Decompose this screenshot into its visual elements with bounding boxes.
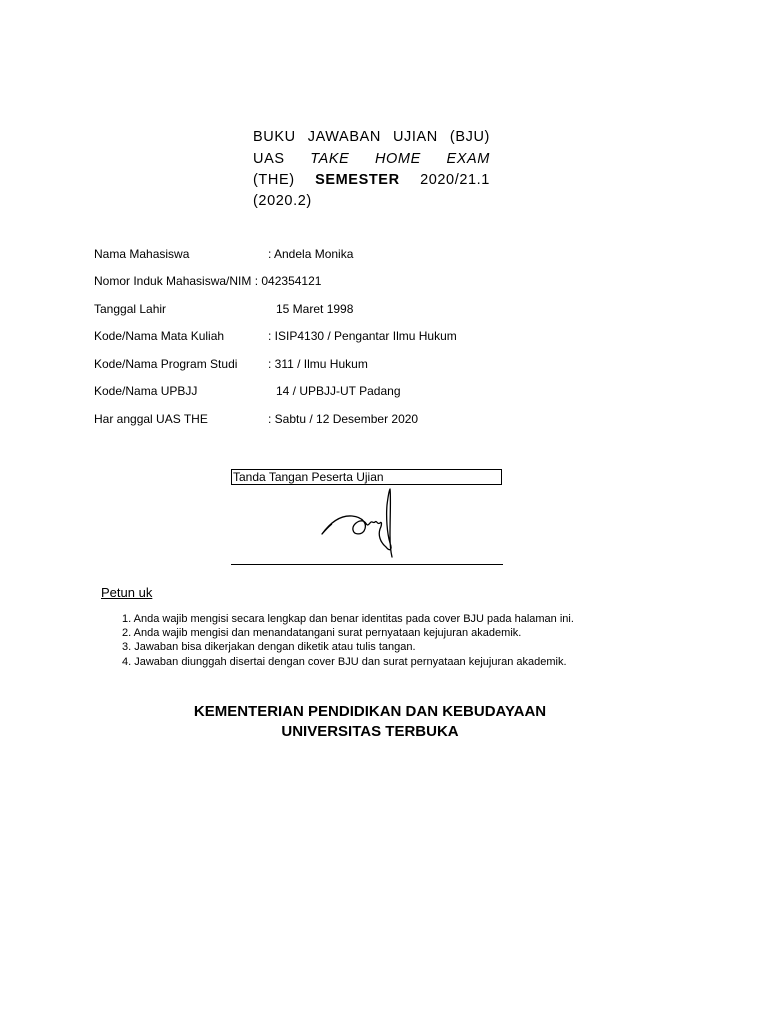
field-value-mata-kuliah: : ISIP4130 / Pengantar Ilmu Hukum	[268, 329, 457, 343]
title-line-2	[253, 151, 490, 167]
instruction-item: 4. Jawaban diunggah disertai dengan cover BJU dan surat pernyataan kejujuran akademik.	[122, 656, 567, 668]
field-value-nama: : Andela Monika	[268, 247, 354, 261]
ministry-name: KEMENTERIAN PENDIDIKAN DAN KEBUDAYAAN	[193, 703, 547, 720]
signature-line	[231, 564, 503, 565]
title-word: (THE)	[253, 172, 295, 188]
title-word: BUKU	[253, 129, 296, 145]
university-name: UNIVERSITAS TERBUKA	[281, 723, 459, 740]
title-word: UJIAN	[392, 129, 438, 145]
title-word-italic: TAKE	[310, 151, 350, 167]
instruction-item: 1. Anda wajib mengisi secara lengkap dan benar identitas pada cover BJU pada halaman ini.	[122, 613, 574, 625]
field-value-upbjj: 14 / UPBJJ-UT Padang	[276, 384, 401, 398]
field-label-nim: Nomor Induk Mahasiswa/NIM : 042354121	[94, 274, 322, 288]
title-word-italic: EXAM	[446, 151, 490, 167]
title-line-3	[253, 172, 490, 188]
field-value-tanggal-lahir: 15 Maret 1998	[276, 302, 354, 316]
signature-image	[316, 487, 416, 559]
title-line-4	[253, 193, 490, 209]
instruction-item: 3. Jawaban bisa dikerjakan dengan diketik atau tulis tangan.	[122, 641, 416, 653]
instructions-heading: Petun uk	[101, 585, 153, 600]
field-label-program-studi: Kode/Nama Program Studi	[94, 357, 238, 371]
field-label-nama: Nama Mahasiswa	[94, 247, 190, 261]
title-word: JAWABAN	[307, 129, 381, 145]
field-label-mata-kuliah: Kode/Nama Mata Kuliah	[94, 329, 225, 343]
field-label-tanggal-lahir: Tanggal Lahir	[94, 302, 167, 316]
field-value-program-studi: : 311 / Ilmu Hukum	[268, 357, 368, 371]
title-word-bold: SEMESTER	[315, 172, 400, 188]
signature-box-label: Tanda Tangan Peserta Ujian	[231, 469, 502, 485]
title-word: 2020/21.1	[420, 172, 490, 188]
title-word: (BJU)	[449, 129, 490, 145]
field-label-tanggal-uas: Har anggal UAS THE	[94, 412, 208, 426]
field-label-upbjj: Kode/Nama UPBJJ	[94, 384, 198, 398]
field-value-tanggal-uas: : Sabtu / 12 Desember 2020	[268, 412, 419, 426]
title-line-1	[253, 129, 490, 145]
title-word: UAS	[253, 151, 285, 167]
title-word-italic: HOME	[374, 151, 421, 167]
title-word: (2020.2)	[253, 193, 312, 209]
instruction-item: 2. Anda wajib mengisi dan menandatangani surat pernyataan kejujuran akademik.	[122, 627, 522, 639]
